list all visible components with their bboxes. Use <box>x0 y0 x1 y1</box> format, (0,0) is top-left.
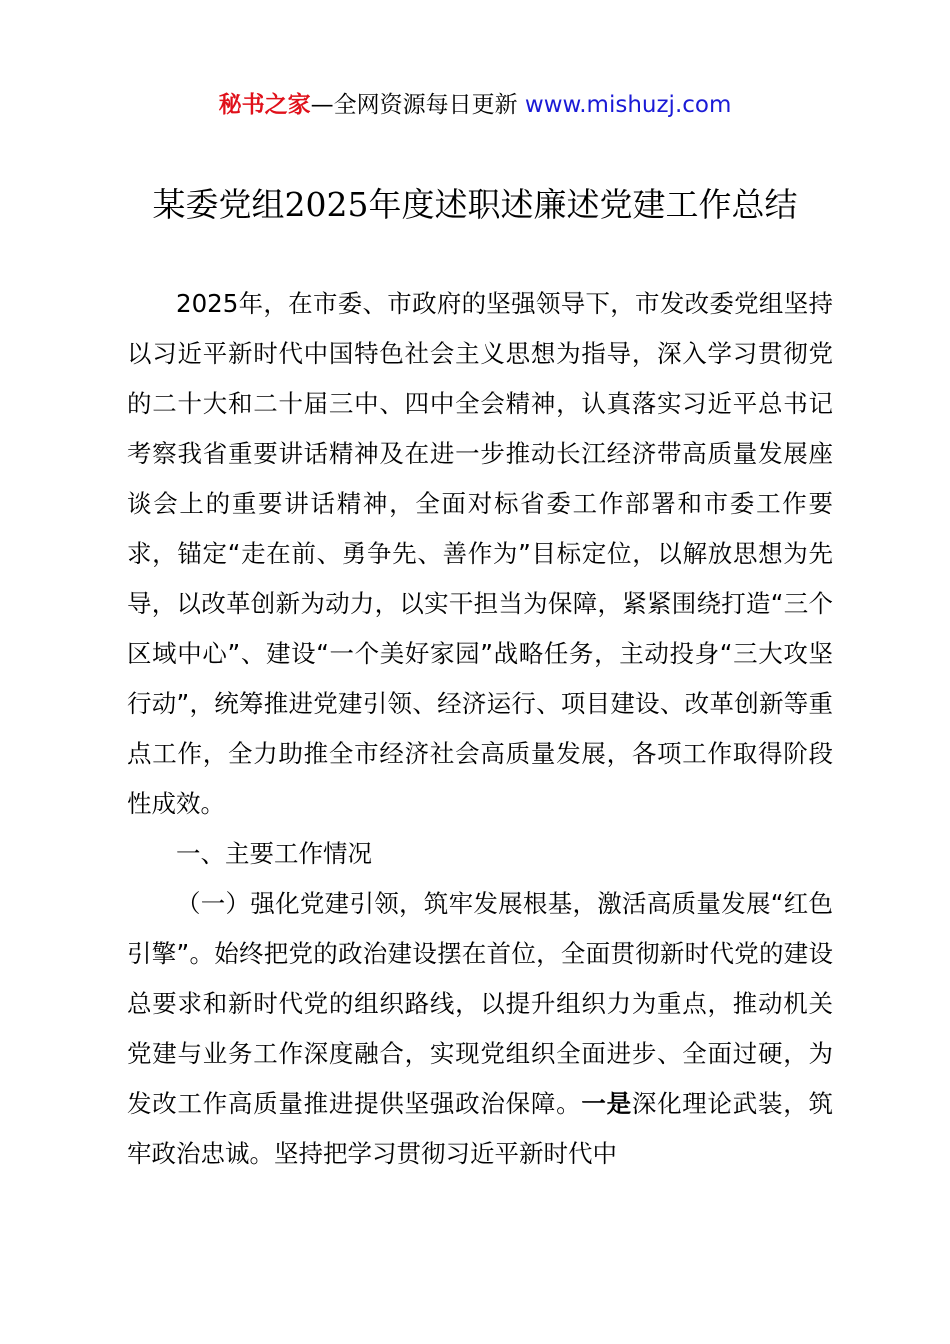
paragraph-party-building-intro: （一）强化党建引领，筑牢发展根基，激活高质量发展“红色引擎”。始终把党的政治建设摆在首位，全面贯彻新时代党的建设总要求和新时代党的组织路线，以提升组织力为重点，推动机关党建与业务工作深度融合，实现党组织全面进步、全面过硬，为发改工作高质量推进提供坚强政治保障。 <box>127 889 833 1118</box>
paragraph-party-building <box>127 879 833 1179</box>
bold-marker: 一是 <box>581 1089 632 1118</box>
brand-name: 秘书之家 <box>218 92 311 118</box>
site-header <box>0 88 950 122</box>
document-body <box>127 279 833 1179</box>
document-title: 某委党组2025年度述职述廉述党建工作总结 <box>152 185 798 224</box>
header-tagline: —全网资源每日更新 <box>310 92 525 118</box>
paragraph-party-building-rest: 深化理论武装，筑牢政治忠诚。坚持把学习贯彻习近平新时代中 <box>127 1089 834 1168</box>
section-heading: 一、主要工作情况 <box>176 839 372 868</box>
paragraph-intro: 2025年，在市委、市政府的坚强领导下，市发改委党组坚持以习近平新时代中国特色社会主义思想为指导，深入学习贯彻党的二十大和二十届三中、四中全会精神，认真落实习近平总书记考察我省重要讲话精神及在进一步推动长江经济带高质量发展座谈会上的重要讲话精神，全面对标省委工作部署和市委工作要求，锚定“走在前、勇争先、善作为”目标定位，以解放思想为先导，以改革创新为动力，以实干担当为保障，紧紧围绕打造“三个区域中心”、建设“一个美好家园”战略任务，主动投身“三大攻坚行动”，统筹推进党建引领、经济运行、项目建设、改革创新等重点工作，全力助推全市经济社会高质量发展，各项工作取得阶段性成效。 <box>127 289 833 818</box>
site-url-link[interactable]: www.mishuzj.com <box>524 92 732 118</box>
